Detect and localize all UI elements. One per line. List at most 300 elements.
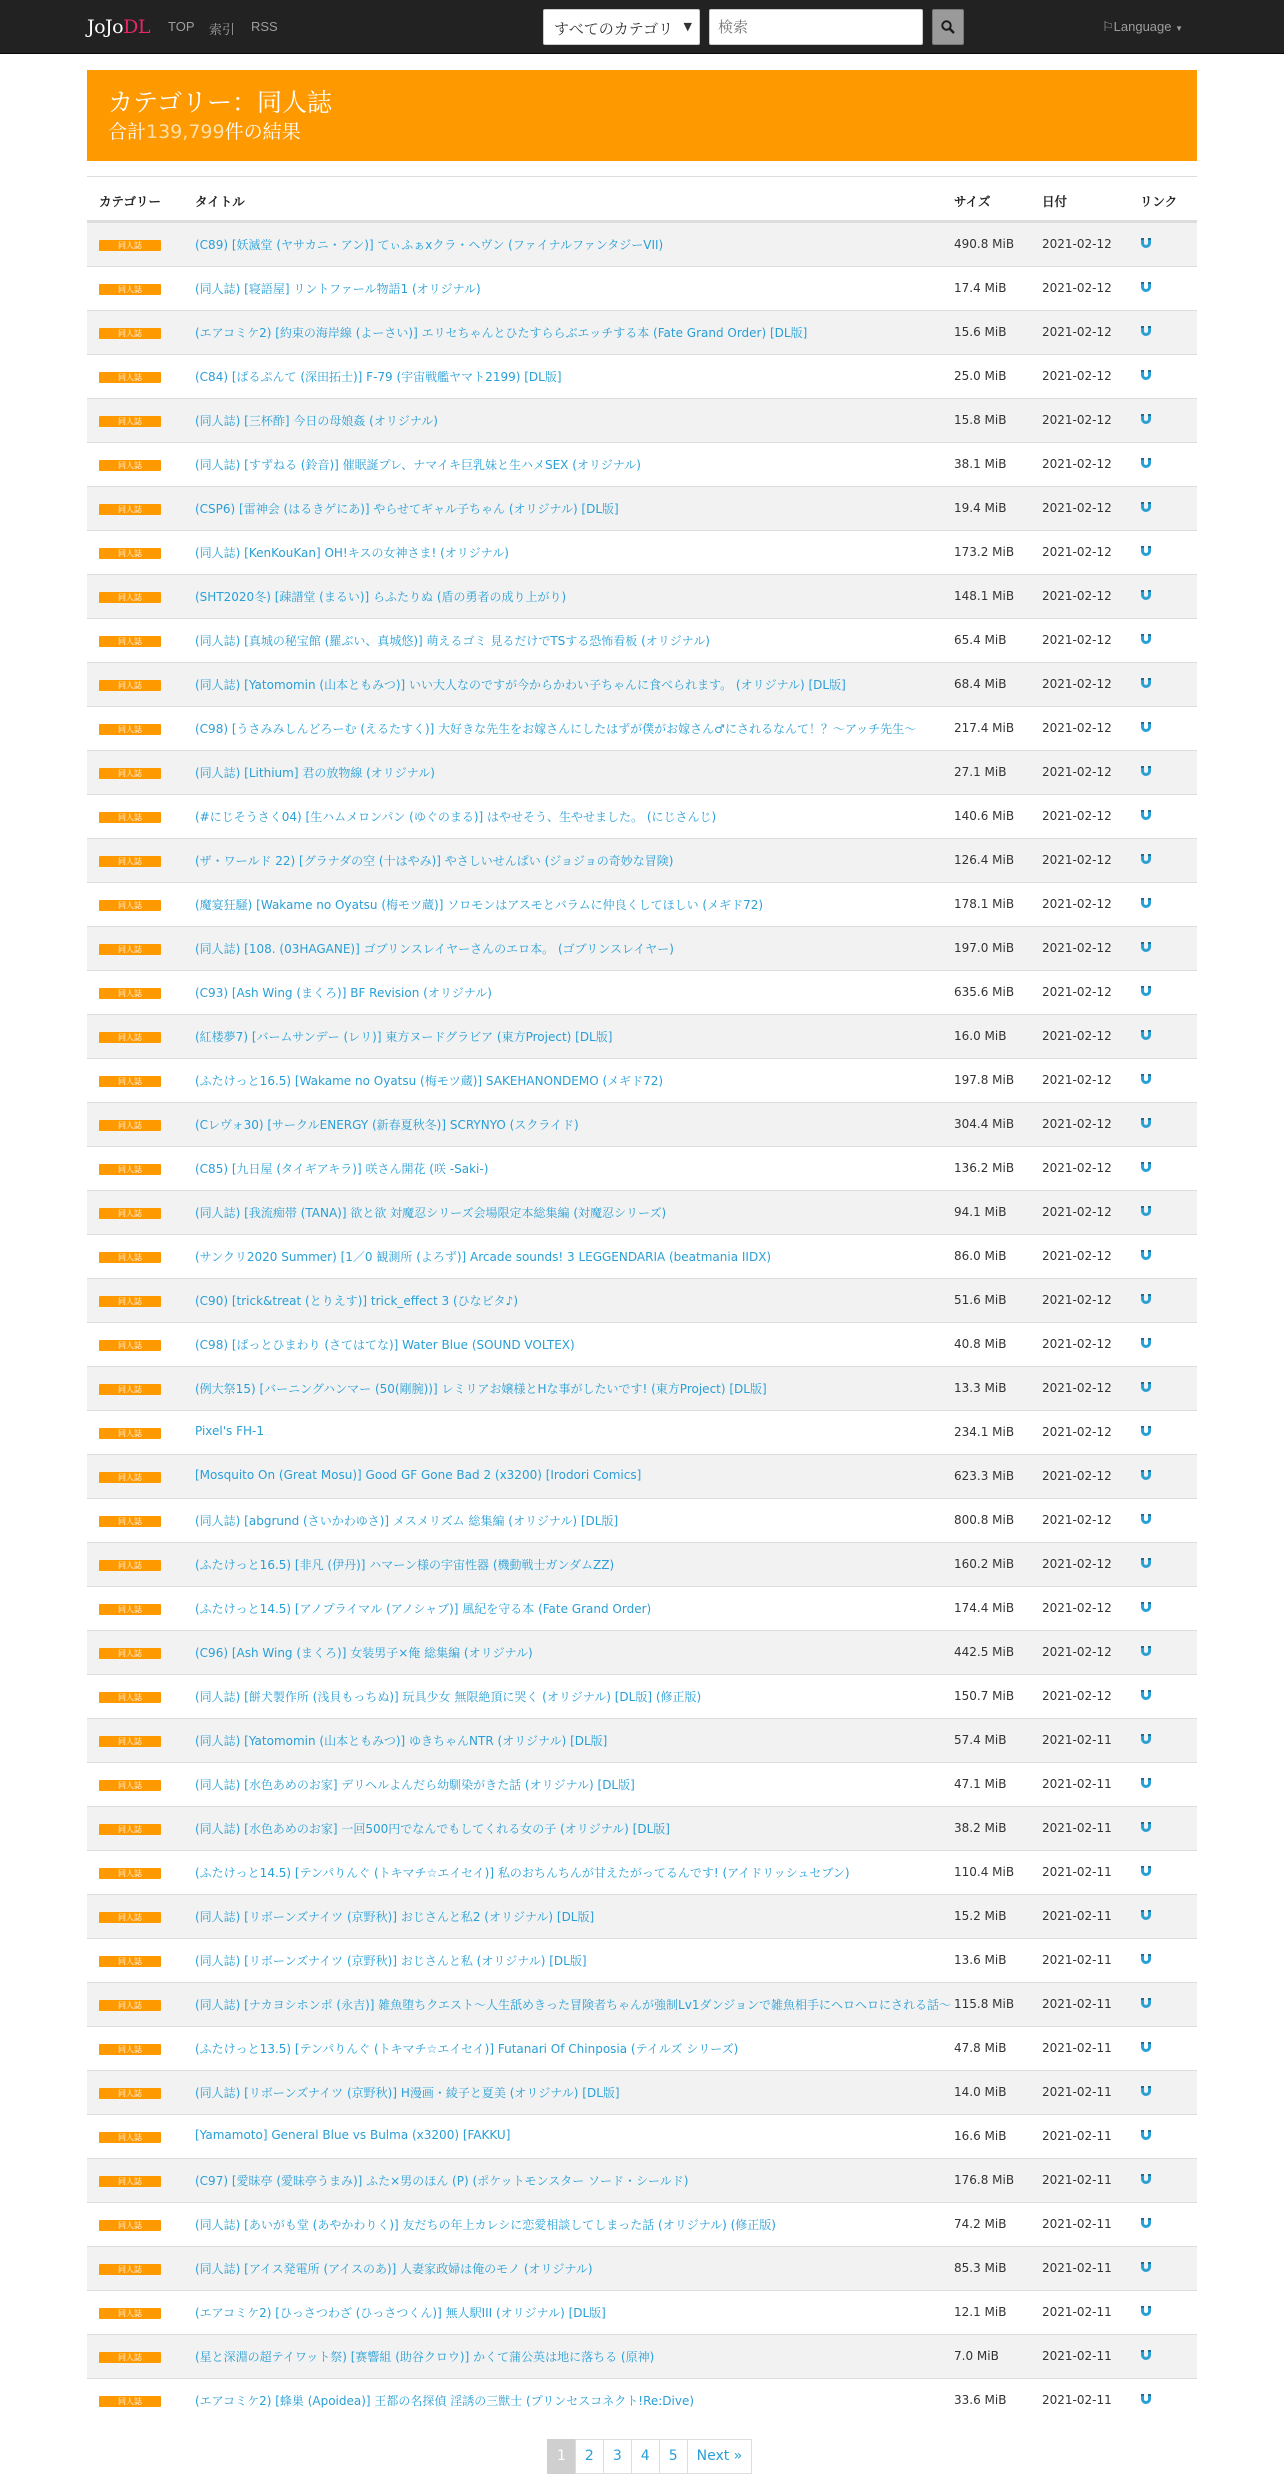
table-row [87, 706, 1197, 750]
download-link[interactable] [1140, 1425, 1152, 1441]
file-size: 86.0 MiB [954, 1249, 1007, 1263]
header-title: タイトル [195, 194, 245, 209]
download-link[interactable] [1140, 633, 1152, 649]
upload-date: 2021-02-11 [1042, 1733, 1112, 1747]
search-icon [941, 20, 955, 34]
magnet-download-icon [1140, 1557, 1152, 1570]
upload-date: 2021-02-12 [1042, 1161, 1112, 1175]
category-badge[interactable]: 同人誌 [99, 2044, 161, 2055]
category-badge[interactable]: 同人誌 [99, 592, 161, 603]
torrent-title-link[interactable]: (C89) [妖滅堂 (ヤサカニ・アン)] てぃふぁxクラ・ヘヴン (ファイナルファンタジーVII) [195, 238, 664, 252]
language-dropdown[interactable] [1102, 19, 1183, 35]
file-size: 160.2 MiB [954, 1557, 1015, 1571]
torrent-title-link[interactable]: (同人誌) [餅犬製作所 (浅貝もっちぬ)] 玩具少女 無限絶頂に哭く (オリジナル) [DL版] (修正版) [195, 1690, 702, 1704]
next-page-link[interactable]: Next » [687, 2439, 753, 2474]
file-size: 15.6 MiB [954, 325, 1007, 339]
download-link[interactable] [1140, 1469, 1152, 1485]
magnet-download-icon [1140, 2085, 1152, 2098]
download-link[interactable] [1140, 941, 1152, 957]
table-row [87, 1058, 1197, 1102]
category-badge[interactable]: 同人誌 [99, 2000, 161, 2011]
page-link-1[interactable]: 1 [547, 2439, 576, 2474]
download-link[interactable] [1140, 237, 1152, 253]
magnet-download-icon [1140, 721, 1152, 734]
download-link[interactable] [1140, 1249, 1152, 1265]
torrent-title-link[interactable]: (同人誌) [すずねる (鈴音)] 催眠誕プレ、ナマイキ巨乳妹と生ハメSEX (オリジナル) [195, 458, 641, 472]
table-row [87, 1938, 1197, 1982]
table-row [87, 354, 1197, 398]
download-link[interactable] [1140, 325, 1152, 341]
magnet-download-icon [1140, 809, 1152, 822]
torrent-title-link[interactable]: (CSP6) [雷神会 (はるきゲにあ)] やらせてギャル子ちゃん (オリジナル) [DL版] [195, 502, 619, 516]
download-link[interactable] [1140, 1293, 1152, 1309]
download-link[interactable] [1140, 281, 1152, 297]
page-link-5[interactable]: 5 [659, 2439, 688, 2474]
upload-date: 2021-02-11 [1042, 2393, 1112, 2407]
category-badge[interactable]: 同人誌 [99, 1780, 161, 1791]
magnet-download-icon [1140, 1777, 1152, 1790]
file-size: 94.1 MiB [954, 1205, 1007, 1219]
magnet-download-icon [1140, 2349, 1152, 2362]
file-size: 176.8 MiB [954, 2173, 1015, 2187]
upload-date: 2021-02-12 [1042, 941, 1112, 955]
download-link[interactable] [1140, 1381, 1152, 1397]
pagination [548, 2439, 752, 2474]
category-badge[interactable]: 同人誌 [99, 1560, 161, 1571]
table-row [87, 794, 1197, 838]
magnet-download-icon [1140, 501, 1152, 514]
torrent-title-link[interactable]: (同人誌) [リボーンズナイツ (京野秋)] おじさんと私 (オリジナル) [DL版] [195, 1954, 587, 1968]
category-badge[interactable]: 同人誌 [99, 1032, 161, 1043]
upload-date: 2021-02-12 [1042, 281, 1112, 295]
download-link[interactable] [1140, 1029, 1152, 1045]
download-link[interactable] [1140, 677, 1152, 693]
upload-date: 2021-02-12 [1042, 985, 1112, 999]
download-link[interactable] [1140, 413, 1152, 429]
file-size: 74.2 MiB [954, 2217, 1007, 2231]
table-row [87, 1762, 1197, 1806]
torrent-title-link[interactable]: (ふたけっと13.5) [テンパりんぐ (トキマチ☆エイセイ)] Futanari Of Chinposia (テイルズ シリーズ) [195, 2042, 739, 2056]
table-row [87, 970, 1197, 1014]
download-link[interactable] [1140, 1953, 1152, 1969]
magnet-download-icon [1140, 2041, 1152, 2054]
search-button[interactable] [932, 9, 964, 45]
download-link[interactable] [1140, 589, 1152, 605]
download-link[interactable] [1140, 1205, 1152, 1221]
magnet-download-icon [1140, 1513, 1152, 1526]
torrent-title-link[interactable]: (#にじそうさく04) [生ハムメロンパン (ゆぐのまる)] はやせそう、生やせました。 (にじさんじ) [195, 810, 717, 824]
download-link[interactable] [1140, 1689, 1152, 1705]
category-badge[interactable]: 同人誌 [99, 1252, 161, 1263]
torrent-title-link[interactable]: (同人誌) [Yatomomin (山本ともみつ)] いい大人なのですが今からかわい子ちゃんに食べられます。 (オリジナル) [DL版] [195, 678, 846, 692]
torrent-title-link[interactable]: (C97) [愛昧亭 (愛昧亭うまみ)] ふた×男のほん (P) (ポケットモンスター ソード・シールド) [195, 2174, 689, 2188]
download-link[interactable] [1140, 2349, 1152, 2365]
category-badge[interactable]: 同人誌 [99, 548, 161, 559]
table-row [87, 2334, 1197, 2378]
table-row [87, 398, 1197, 442]
download-link[interactable] [1140, 1821, 1152, 1837]
download-link[interactable] [1140, 1601, 1152, 1617]
file-size: 16.0 MiB [954, 1029, 1007, 1043]
category-badge[interactable]: 同人誌 [99, 284, 161, 295]
magnet-download-icon [1140, 2173, 1152, 2186]
magnet-download-icon [1140, 2393, 1152, 2406]
category-badge[interactable]: 同人誌 [99, 1384, 161, 1395]
upload-date: 2021-02-11 [1042, 2261, 1112, 2275]
header-category: カテゴリー [99, 194, 162, 209]
category-badge[interactable]: 同人誌 [99, 944, 161, 955]
torrent-title-link[interactable]: (同人誌) [abgrund (さいかわゆさ)] メスメリズム 総集編 (オリジナル) [DL版] [195, 1514, 619, 1528]
torrent-title-link[interactable]: (Cレヴォ30) [サークルENERGY (新春夏秋冬)] SCRYNYO (スクライド) [195, 1118, 579, 1132]
file-size: 57.4 MiB [954, 1733, 1007, 1747]
download-link[interactable] [1140, 1865, 1152, 1881]
category-badge[interactable]: 同人誌 [99, 2220, 161, 2231]
upload-date: 2021-02-12 [1042, 1513, 1112, 1527]
upload-date: 2021-02-12 [1042, 721, 1112, 735]
torrent-title-link[interactable]: (C98) [ぱっとひまわり (さてはてな)] Water Blue (SOUND VOLTEX) [195, 1338, 575, 1352]
upload-date: 2021-02-12 [1042, 1117, 1112, 1131]
download-link[interactable] [1140, 809, 1152, 825]
page-link-4[interactable]: 4 [631, 2439, 660, 2474]
upload-date: 2021-02-12 [1042, 1293, 1112, 1307]
nav-link-index[interactable]: 索引 [209, 22, 236, 37]
category-badge[interactable]: 同人誌 [99, 1736, 161, 1747]
category-badge[interactable]: 同人誌 [99, 1076, 161, 1087]
table-row [87, 266, 1197, 310]
category-badge[interactable]: 同人誌 [99, 636, 161, 647]
upload-date: 2021-02-12 [1042, 853, 1112, 867]
magnet-download-icon [1140, 1689, 1152, 1702]
category-badge[interactable]: 同人誌 [99, 1956, 161, 1967]
category-badge[interactable]: 同人誌 [99, 240, 161, 251]
download-link[interactable] [1140, 1073, 1152, 1089]
torrent-title-link[interactable]: (同人誌) [水色あめのお家] デリヘルよんだら幼馴染がきた話 (オリジナル) [DL版] [195, 1778, 635, 1792]
magnet-download-icon [1140, 2305, 1152, 2318]
torrent-title-link[interactable]: (星と深淵の超テイワット祭) [赛響組 (助谷クロウ)] かくて蒲公英は地に落ちる (原神) [195, 2350, 655, 2364]
torrent-title-link[interactable]: (同人誌) [三杯酢] 今日の母娘姦 (オリジナル) [195, 414, 438, 428]
file-size: 623.3 MiB [954, 1469, 1015, 1483]
table-row [87, 1674, 1197, 1718]
nav-link-rss[interactable]: RSS [251, 19, 278, 34]
file-size: 126.4 MiB [954, 853, 1015, 867]
download-link[interactable] [1140, 501, 1152, 517]
torrent-title-link[interactable]: (ふたけっと14.5) [アノプライマル (アノシャブ)] 風紀を守る本 (Fate Grand Order) [195, 1602, 652, 1616]
upload-date: 2021-02-12 [1042, 325, 1112, 339]
category-badge[interactable]: 同人誌 [99, 680, 161, 691]
upload-date: 2021-02-12 [1042, 1073, 1112, 1087]
upload-date: 2021-02-11 [1042, 2041, 1112, 2055]
table-row [87, 2202, 1197, 2246]
magnet-download-icon [1140, 941, 1152, 954]
file-size: 13.6 MiB [954, 1953, 1007, 1967]
search-input[interactable] [709, 9, 923, 45]
download-link[interactable] [1140, 2085, 1152, 2101]
language-label: Language [1113, 19, 1172, 34]
category-badge[interactable]: 同人誌 [99, 2352, 161, 2363]
category-badge[interactable]: 同人誌 [99, 724, 161, 735]
upload-date: 2021-02-12 [1042, 1381, 1112, 1395]
category-badge[interactable]: 同人誌 [99, 900, 161, 911]
file-size: 47.8 MiB [954, 2041, 1007, 2055]
table-row [87, 618, 1197, 662]
table-body [87, 222, 1197, 2422]
magnet-download-icon [1140, 853, 1152, 866]
file-size: 150.7 MiB [954, 1689, 1015, 1703]
category-badge[interactable]: 同人誌 [99, 2308, 161, 2319]
magnet-download-icon [1140, 1469, 1152, 1482]
header-link: リンク [1140, 194, 1178, 209]
torrent-title-link[interactable]: (同人誌) [水色あめのお家] 一回500円でなんでもしてくれる女の子 (オリジナル) [DL版] [195, 1822, 670, 1836]
file-size: 19.4 MiB [954, 501, 1007, 515]
file-size: 51.6 MiB [954, 1293, 1007, 1307]
torrent-title-link[interactable]: (サンクリ2020 Summer) [1／0 観測所 (よろず)] Arcade sounds! 3 LEGGENDARIA (beatmania IIDX) [195, 1250, 772, 1264]
upload-date: 2021-02-11 [1042, 2129, 1112, 2143]
table-row [87, 1542, 1197, 1586]
file-size: 174.4 MiB [954, 1601, 1015, 1615]
torrent-title-link[interactable]: (SHT2020冬) [疎譜堂 (まるい)] らふたりぬ (盾の勇者の成り上がり) [195, 590, 567, 604]
torrent-title-link[interactable]: (同人誌) [KenKouKan] OH!キスの女神さま! (オリジナル) [195, 546, 509, 560]
category-badge[interactable]: 同人誌 [99, 2176, 161, 2187]
torrent-title-link[interactable]: (ふたけっと14.5) [テンパりんぐ (トキマチ☆エイセイ)] 私のおちんちんが甘えたがってるんです! (アイドリッシュセブン) [195, 1866, 850, 1880]
category-badge[interactable]: 同人誌 [99, 1472, 161, 1483]
magnet-download-icon [1140, 545, 1152, 558]
magnet-download-icon [1140, 1029, 1152, 1042]
download-link[interactable] [1140, 1117, 1152, 1133]
upload-date: 2021-02-12 [1042, 369, 1112, 383]
file-size: 7.0 MiB [954, 2349, 999, 2363]
file-size: 234.1 MiB [954, 1425, 1015, 1439]
upload-date: 2021-02-12 [1042, 501, 1112, 515]
magnet-download-icon [1140, 1997, 1152, 2010]
file-size: 15.2 MiB [954, 1909, 1007, 1923]
torrent-title-link[interactable]: (同人誌) [真城の秘宝館 (羅ぶい、真城悠)] 萌えるゴミ 見るだけでTSする恐怖看板 (オリジナル) [195, 634, 710, 648]
table-row [87, 1454, 1197, 1498]
torrent-title-link[interactable]: (ザ・ワールド 22) [グラナダの空 (十はやみ)] やさしいせんぱい (ジョジョの奇妙な冒険) [195, 854, 674, 868]
torrent-title-link[interactable]: (ふたけっと16.5) [Wakame no Oyatsu (梅モツ蔵)] SAKEHANONDEMO (メギド72) [195, 1074, 664, 1088]
download-link[interactable] [1140, 2305, 1152, 2321]
category-badge[interactable]: 同人誌 [99, 988, 161, 999]
torrent-title-link[interactable]: (魔宴狂騒) [Wakame no Oyatsu (梅モツ蔵)] ソロモンはアスモとバラムに仲良くしてほしい (メギド72) [195, 898, 764, 912]
magnet-download-icon [1140, 1733, 1152, 1746]
category-select[interactable] [543, 9, 700, 45]
category-badge[interactable]: 同人誌 [99, 768, 161, 779]
category-badge[interactable]: 同人誌 [99, 812, 161, 823]
torrent-title-link[interactable]: (紅楼夢7) [バームサンデー (レリ)] 東方ヌードグラビア (東方Project) [DL版] [195, 1030, 613, 1044]
torrent-title-link[interactable]: (C85) [九日屋 (タイギアキラ)] 咲さん開花 (咲 -Saki-) [195, 1162, 489, 1176]
category-badge[interactable]: 同人誌 [99, 372, 161, 383]
magnet-download-icon [1140, 1601, 1152, 1614]
torrent-title-link[interactable]: (同人誌) [Yatomomin (山本ともみつ)] ゆきちゃんNTR (オリジナル) [DL版] [195, 1734, 608, 1748]
download-link[interactable] [1140, 1997, 1152, 2013]
torrent-title-link[interactable]: (同人誌) [アイス発電所 (アイスのあ)] 人妻家政婦は俺のモノ (オリジナル) [195, 2262, 593, 2276]
torrent-title-link[interactable]: (エアコミケ2) [蜂巣 (Apoidea)] 王都の名探偵 淫誘の三獣士 (プリンセスコネクト!Re:Dive) [195, 2394, 695, 2408]
torrent-title-link[interactable]: (C84) [ぱるぷんて (深田拓士)] F-79 (宇宙戦艦ヤマト2199) [DL版] [195, 370, 562, 384]
page-link-3[interactable]: 3 [603, 2439, 632, 2474]
file-size: 110.4 MiB [954, 1865, 1015, 1879]
download-link[interactable] [1140, 853, 1152, 869]
file-size: 136.2 MiB [954, 1161, 1015, 1175]
torrent-title-link[interactable]: (同人誌) [リボーンズナイツ (京野秋)] H漫画・綾子と夏美 (オリジナル) [DL版] [195, 2086, 620, 2100]
magnet-download-icon [1140, 1381, 1152, 1394]
category-badge[interactable]: 同人誌 [99, 1428, 161, 1439]
download-link[interactable] [1140, 897, 1152, 913]
download-link[interactable] [1140, 1337, 1152, 1353]
download-link[interactable] [1140, 1645, 1152, 1661]
download-link[interactable] [1140, 2261, 1152, 2277]
torrent-title-link[interactable]: [Mosquito On (Great Mosu)] Good GF Gone Bad 2 (x3200) [Irodori Comics] [195, 1468, 642, 1482]
download-link[interactable] [1140, 369, 1152, 385]
nav-link-top[interactable]: TOP [168, 19, 195, 34]
file-size: 40.8 MiB [954, 1337, 1007, 1351]
category-banner [87, 70, 1197, 161]
category-badge[interactable]: 同人誌 [99, 1164, 161, 1175]
magnet-download-icon [1140, 1865, 1152, 1878]
upload-date: 2021-02-12 [1042, 1249, 1112, 1263]
torrent-title-link[interactable]: (同人誌) [リボーンズナイツ (京野秋)] おじさんと私2 (オリジナル) [DL版] [195, 1910, 595, 1924]
download-link[interactable] [1140, 1733, 1152, 1749]
download-link[interactable] [1140, 545, 1152, 561]
table-row [87, 1498, 1197, 1542]
download-link[interactable] [1140, 1777, 1152, 1793]
download-link[interactable] [1140, 721, 1152, 737]
torrent-title-link[interactable]: (エアコミケ2) [ひっさつわざ (ひっさつくん)] 無人駅III (オリジナル) [DL版] [195, 2306, 606, 2320]
upload-date: 2021-02-12 [1042, 1601, 1112, 1615]
upload-date: 2021-02-12 [1042, 1645, 1112, 1659]
file-size: 217.4 MiB [954, 721, 1015, 735]
torrent-title-link[interactable]: [Yamamoto] General Blue vs Bulma (x3200) [FAKKU] [195, 2128, 511, 2142]
file-size: 115.8 MiB [954, 1997, 1015, 2011]
file-size: 140.6 MiB [954, 809, 1015, 823]
download-link[interactable] [1140, 985, 1152, 1001]
page-title: カテゴリー：同人誌 [108, 88, 333, 117]
flag-icon: ⚐ [1102, 19, 1114, 34]
torrent-title-link[interactable]: (C90) [trick&treat (とりえす)] trick_effect 3 (ひなビタ♪) [195, 1294, 519, 1308]
page-link-2[interactable]: 2 [575, 2439, 604, 2474]
site-logo[interactable] [87, 16, 150, 38]
category-badge[interactable]: 同人誌 [99, 328, 161, 339]
table-row [87, 2026, 1197, 2070]
upload-date: 2021-02-11 [1042, 1953, 1112, 1967]
magnet-download-icon [1140, 765, 1152, 778]
category-badge[interactable]: 同人誌 [99, 1648, 161, 1659]
file-size: 85.3 MiB [954, 2261, 1007, 2275]
upload-date: 2021-02-11 [1042, 2217, 1112, 2231]
download-link[interactable] [1140, 2217, 1152, 2233]
magnet-download-icon [1140, 1161, 1152, 1174]
file-size: 800.8 MiB [954, 1513, 1015, 1527]
torrent-title-link[interactable]: (同人誌) [我流痴帯 (TANA)] 欲と欲 対魔忍シリーズ会場限定本総集編 (対魔忍シリーズ) [195, 1206, 667, 1220]
magnet-download-icon [1140, 2261, 1152, 2274]
download-link[interactable] [1140, 2393, 1152, 2409]
download-link[interactable] [1140, 765, 1152, 781]
category-badge[interactable]: 同人誌 [99, 1516, 161, 1527]
category-badge[interactable]: 同人誌 [99, 2396, 161, 2407]
magnet-download-icon [1140, 1249, 1152, 1262]
category-badge[interactable]: 同人誌 [99, 1296, 161, 1307]
upload-date: 2021-02-11 [1042, 1865, 1112, 1879]
magnet-download-icon [1140, 281, 1152, 294]
torrent-title-link[interactable]: (ふたけっと16.5) [非凡 (伊丹)] ハマーン様の宇宙性器 (機動戦士ガンダムZZ) [195, 1558, 615, 1572]
category-badge[interactable]: 同人誌 [99, 1824, 161, 1835]
download-link[interactable] [1140, 2041, 1152, 2057]
header-date: 日付 [1042, 194, 1068, 209]
upload-date: 2021-02-12 [1042, 413, 1112, 427]
category-badge[interactable]: 同人誌 [99, 1868, 161, 1879]
magnet-download-icon [1140, 677, 1152, 690]
download-link[interactable] [1140, 1513, 1152, 1529]
torrent-title-link[interactable]: (同人誌) [あいがも堂 (あやかわりく)] 友だちの年上カレシに恋愛相談してしまった話 (オリジナル) (修正版) [195, 2218, 776, 2232]
magnet-download-icon [1140, 369, 1152, 382]
category-badge[interactable]: 同人誌 [99, 2088, 161, 2099]
table-row [87, 1322, 1197, 1366]
file-size: 17.4 MiB [954, 281, 1007, 295]
torrent-title-link[interactable]: (同人誌) [Lithium] 君の放物線 (オリジナル) [195, 766, 435, 780]
table-row [87, 1102, 1197, 1146]
upload-date: 2021-02-12 [1042, 677, 1112, 691]
magnet-download-icon [1140, 1425, 1152, 1438]
table-row [87, 2246, 1197, 2290]
category-badge[interactable]: 同人誌 [99, 2264, 161, 2275]
upload-date: 2021-02-12 [1042, 765, 1112, 779]
torrent-title-link[interactable]: (C96) [Ash Wing (まくろ)] 女装男子×俺 総集編 (オリジナル) [195, 1646, 533, 1660]
torrent-title-link[interactable]: (C98) [うさみみしんどろーむ (えるたすく)] 大好きな先生をお嫁さんにしたはずが僕がお嫁さん♂にされるなんて！？～アッチ先生～ [195, 722, 917, 736]
table-row [87, 530, 1197, 574]
table-row [87, 1586, 1197, 1630]
file-size: 197.8 MiB [954, 1073, 1015, 1087]
table-row [87, 926, 1197, 970]
download-link[interactable] [1140, 457, 1152, 473]
download-link[interactable] [1140, 1909, 1152, 1925]
brand-part-b: DL [123, 16, 150, 38]
file-size: 14.0 MiB [954, 2085, 1007, 2099]
download-link[interactable] [1140, 1557, 1152, 1573]
category-select-value: すべてのカテゴリ [554, 20, 674, 38]
torrent-title-link[interactable]: Pixel's FH-1 [195, 1424, 265, 1438]
magnet-download-icon [1140, 1073, 1152, 1086]
category-badge[interactable]: 同人誌 [99, 856, 161, 867]
torrent-title-link[interactable]: (C93) [Ash Wing (まくろ)] BF Revision (オリジナル) [195, 986, 492, 1000]
category-badge[interactable]: 同人誌 [99, 460, 161, 471]
category-badge[interactable]: 同人誌 [99, 416, 161, 427]
torrent-title-link[interactable]: (例大祭15) [バーニングハンマー (50(剛腕))] レミリアお嬢様とHな事がしたいです! (東方Project) [DL版] [195, 1382, 767, 1396]
torrent-table [87, 176, 1197, 2422]
torrent-title-link[interactable]: (同人誌) [108. (03HAGANE)] ゴブリンスレイヤーさんのエロ本。 (ゴブリンスレイヤー) [195, 942, 674, 956]
magnet-download-icon [1140, 633, 1152, 646]
category-badge[interactable]: 同人誌 [99, 1208, 161, 1219]
download-link[interactable] [1140, 2173, 1152, 2189]
table-row [87, 574, 1197, 618]
torrent-title-link[interactable]: (同人誌) [ナカヨシホンポ (永吉)] 雑魚堕ちクエスト～人生舐めきった冒険者ちゃんが強制Lv1ダンジョンで雑魚相手にヘロヘロにされる話～ [195, 1998, 952, 2012]
file-size: 12.1 MiB [954, 2305, 1007, 2319]
download-link[interactable] [1140, 1161, 1152, 1177]
category-badge[interactable]: 同人誌 [99, 1692, 161, 1703]
file-size: 304.4 MiB [954, 1117, 1015, 1131]
magnet-download-icon [1140, 325, 1152, 338]
category-badge[interactable]: 同人誌 [99, 504, 161, 515]
category-badge[interactable]: 同人誌 [99, 2132, 161, 2143]
torrent-title-link[interactable]: (エアコミケ2) [約束の海岸線 (よーさい)] エリセちゃんとひたすららぶエッチする本 (Fate Grand Order) [DL版] [195, 326, 808, 340]
file-size: 38.2 MiB [954, 1821, 1007, 1835]
torrent-title-link[interactable]: (同人誌) [寝語屋] リントファール物語1 (オリジナル) [195, 282, 481, 296]
table-row [87, 2290, 1197, 2334]
category-badge[interactable]: 同人誌 [99, 1912, 161, 1923]
download-link[interactable] [1140, 2129, 1152, 2145]
category-badge[interactable]: 同人誌 [99, 1604, 161, 1615]
category-badge[interactable]: 同人誌 [99, 1340, 161, 1351]
file-size: 38.1 MiB [954, 457, 1007, 471]
table-row [87, 1278, 1197, 1322]
category-badge[interactable]: 同人誌 [99, 1120, 161, 1131]
